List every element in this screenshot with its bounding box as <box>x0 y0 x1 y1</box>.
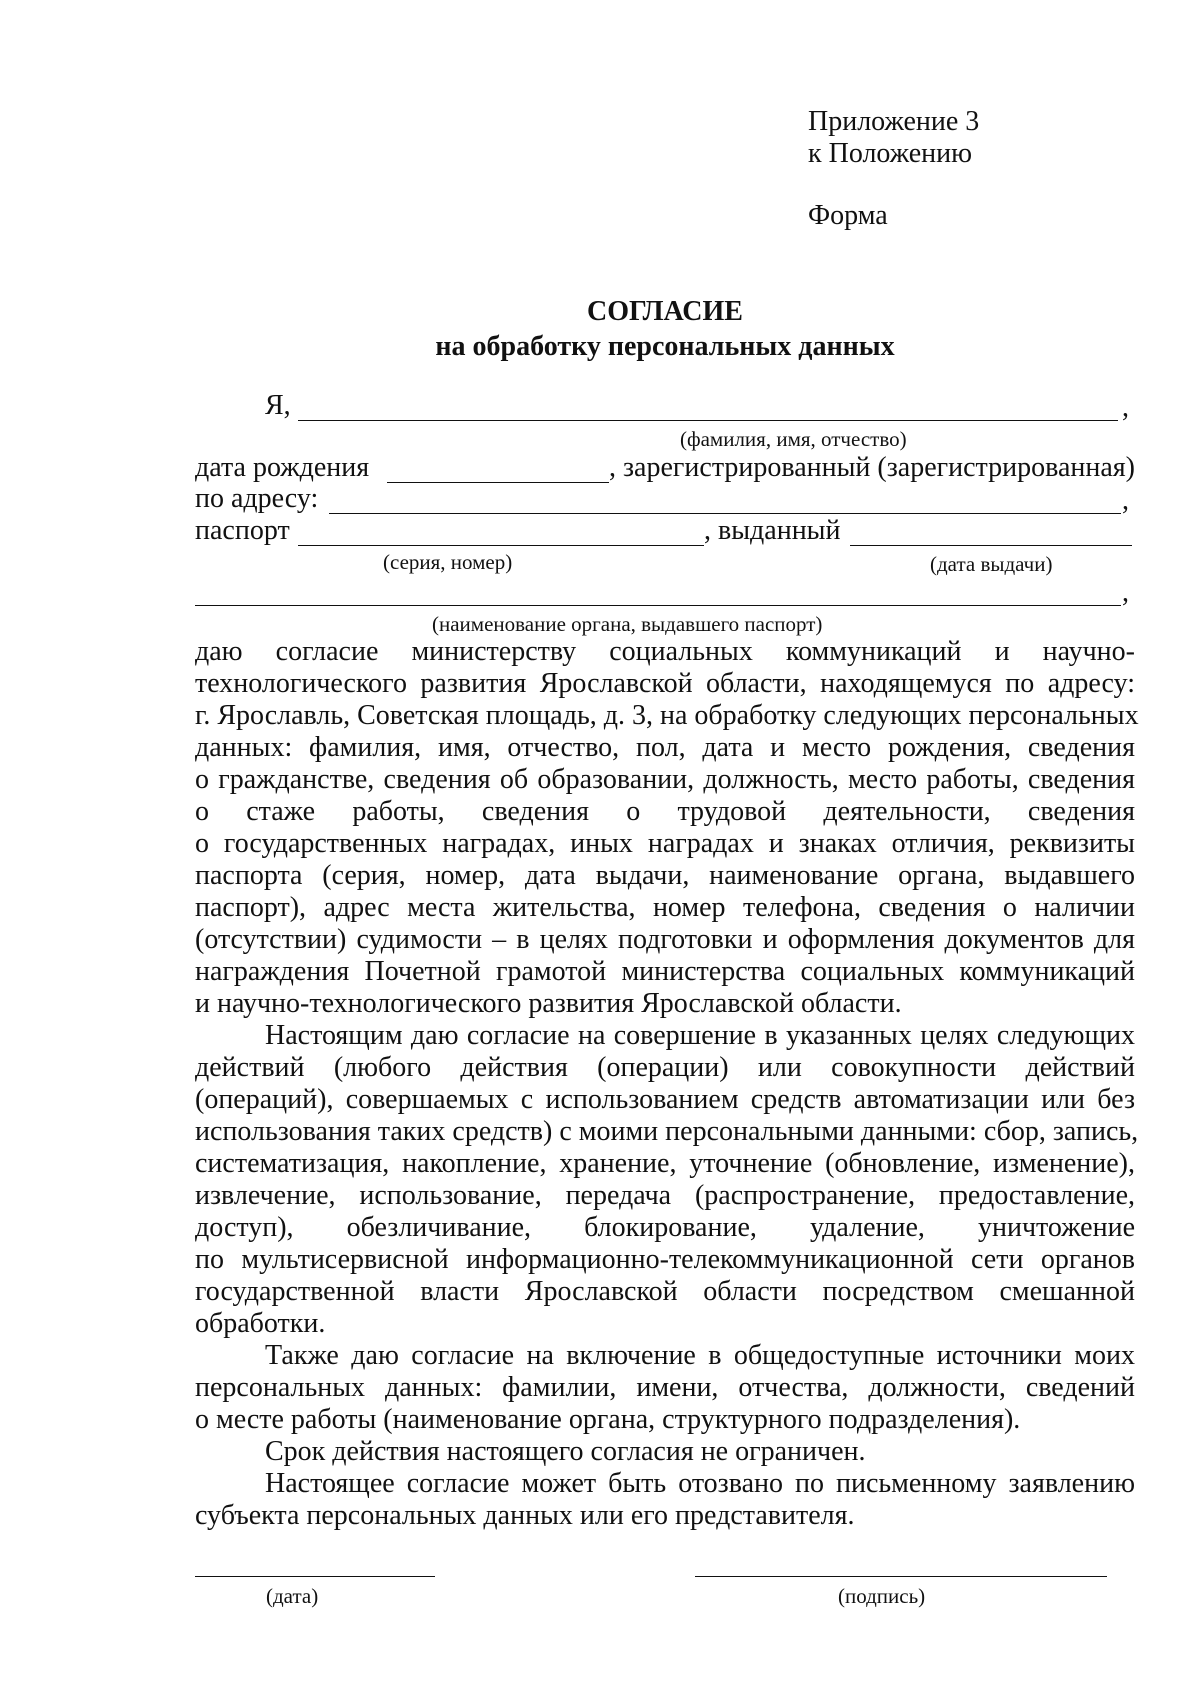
form-label: Форма <box>808 200 888 231</box>
paragraph1-line: данных: фамилия, имя, отчество, пол, дата и место рождения, сведения <box>195 732 1135 763</box>
paragraph3-line: персональных данных: фамилии, имени, отчества, должности, сведений <box>195 1372 1135 1403</box>
paragraph4: Срок действия настоящего согласия не ограничен. <box>265 1436 866 1467</box>
paragraph1-line: о стаже работы, сведения о трудовой деятельности, сведения <box>195 796 1135 827</box>
birth-date-label: дата рождения <box>195 452 370 483</box>
paragraph1-line: и научно-технологического развития Ярославской области. <box>195 988 902 1019</box>
paragraph1-line: паспорт), адрес места жительства, номер телефона, сведения о наличии <box>195 892 1135 923</box>
paragraph2-line: действий (любого действия (операции) или совокупности действий <box>195 1052 1135 1083</box>
issuer-hint: (наименование органа, выдавшего паспорт) <box>432 612 823 636</box>
paragraph1-line: г. Ярославль, Советская площадь, д. 3, на обработку следующих персональных <box>195 700 1139 731</box>
document-title: СОГЛАСИЕ <box>587 296 743 327</box>
paragraph2-line: систематизация, накопление, хранение, уточнение (обновление, изменение), <box>195 1148 1135 1179</box>
paragraph5-line: субъекта персональных данных или его представителя. <box>195 1500 855 1531</box>
issuer-comma: , <box>1122 577 1129 608</box>
address-line[interactable] <box>329 513 1121 514</box>
paragraph2-line: по мультисервисной информационно-телекоммуникационной сети органов <box>195 1244 1135 1275</box>
paragraph2-line: Настоящим даю согласие на совершение в указанных целях следующих <box>265 1020 1135 1051</box>
paragraph1-line: технологического развития Ярославской области, находящемуся по адресу: <box>195 668 1135 699</box>
document-subtitle: на обработку персональных данных <box>435 331 895 362</box>
issued-label: , выданный <box>704 515 841 546</box>
birth-date-line[interactable] <box>387 482 609 483</box>
issue-date-hint: (дата выдачи) <box>930 552 1053 576</box>
paragraph1-line: даю согласие министерству социальных коммуникаций и научно- <box>195 636 1135 667</box>
fio-comma: , <box>1122 392 1129 423</box>
address-comma: , <box>1122 485 1129 516</box>
paragraph2-line: государственной власти Ярославской области посредством смешанной <box>195 1276 1135 1307</box>
fio-line[interactable] <box>298 420 1118 421</box>
registered-label: , зарегистрированный (зарегистрированная) <box>609 452 1135 483</box>
paragraph1-line: о государственных наградах, иных наградах и знаках отличия, реквизиты <box>195 828 1135 859</box>
passport-series-line[interactable] <box>298 545 704 546</box>
paragraph2-line: доступ), обезличивание, блокирование, удаление, уничтожение <box>195 1212 1135 1243</box>
paragraph1-line: паспорта (серия, номер, дата выдачи, наименование органа, выдавшего <box>195 860 1135 891</box>
paragraph2-line: обработки. <box>195 1308 326 1339</box>
date-hint: (дата) <box>266 1584 319 1608</box>
signature-line[interactable] <box>695 1576 1107 1577</box>
passport-label: паспорт <box>195 515 290 546</box>
paragraph2-line: использования таких средств) с моими персональными данными: сбор, запись, <box>195 1116 1139 1147</box>
paragraph3-line: о месте работы (наименование органа, структурного подразделения). <box>195 1404 1021 1435</box>
signature-hint: (подпись) <box>838 1584 926 1608</box>
date-signature-line[interactable] <box>195 1576 435 1577</box>
appendix-number: Приложение 3 <box>808 106 980 137</box>
appendix-reference: к Положению <box>808 138 973 169</box>
issuer-line[interactable] <box>195 605 1121 606</box>
paragraph2-line: (операций), совершаемых с использованием средств автоматизации или без <box>195 1084 1135 1115</box>
series-hint: (серия, номер) <box>383 550 513 574</box>
paragraph1-line: о гражданстве, сведения об образовании, должность, место работы, сведения <box>195 764 1135 795</box>
issue-date-line[interactable] <box>850 545 1132 546</box>
paragraph3-line: Также даю согласие на включение в общедоступные источники моих <box>265 1340 1135 1371</box>
fio-hint: (фамилия, имя, отчество) <box>680 427 907 451</box>
paragraph5-line: Настоящее согласие может быть отозвано по письменному заявлению <box>265 1468 1135 1499</box>
i-label: Я, <box>265 390 291 421</box>
paragraph1-line: (отсутствии) судимости – в целях подготовки и оформления документов для <box>195 924 1135 955</box>
paragraph1-line: награждения Почетной грамотой министерства социальных коммуникаций <box>195 956 1135 987</box>
address-label: по адресу: <box>195 483 319 514</box>
paragraph2-line: извлечение, использование, передача (распространение, предоставление, <box>195 1180 1135 1211</box>
